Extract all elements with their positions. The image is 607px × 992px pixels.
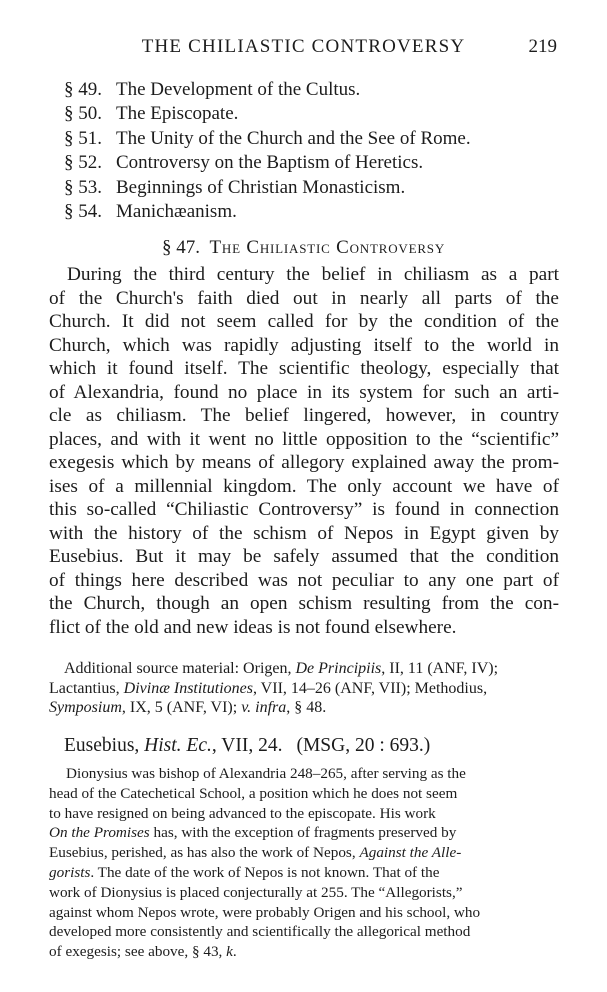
section-list-item — [64, 102, 471, 126]
work-title: gorists — [49, 863, 91, 881]
source-text: , II, 11 (ANF, IV); — [381, 660, 499, 677]
section-reference: k — [226, 943, 233, 961]
section-title: The Episcopate. — [116, 103, 239, 125]
body-line: exegesis which by means of allegory explained away the prom- — [49, 452, 559, 473]
body-line: of things here described was not peculiar to any one part of — [49, 569, 559, 591]
note-line — [49, 942, 559, 962]
work-title: De Principiis — [295, 660, 382, 677]
section-list-item — [64, 151, 471, 175]
note-line: against whom Nepos wrote, were probably Origen and his school, who — [49, 903, 481, 921]
body-line: places, and with it went no little opposition to the “scientific” — [49, 428, 559, 450]
body-line: During the third century the belief in chiliasm as a part — [67, 264, 559, 285]
reference-location: , VII, 24. — [211, 735, 283, 756]
section-title: Manichæanism. — [116, 201, 237, 223]
section-list-item — [64, 200, 471, 224]
section-heading — [0, 237, 607, 259]
source-line — [49, 698, 558, 718]
source-text: Lactantius, — [49, 679, 124, 697]
body-line: Eusebius. But it may be safely assumed that the condition — [49, 546, 559, 567]
body-line: with the history of the schism of Nepos in Egypt given by — [49, 522, 559, 544]
body-line: Church, which was rapidly adjusting itself to the world in — [49, 334, 559, 356]
section-number: § 51. — [64, 127, 102, 149]
work-title: Against the Alle- — [359, 844, 462, 862]
introductory-note — [49, 764, 559, 962]
section-title: Controversy on the Baptism of Heretics. — [116, 152, 424, 174]
body-line: which it found itself. The scientific theology, especially that — [49, 358, 559, 379]
section-number: § 52. — [64, 152, 102, 174]
body-line: ises of a millennial kingdom. The only account we have of — [49, 475, 559, 497]
reference-citation: (MSG, 20 : 693.) — [296, 735, 431, 756]
page-number: 219 — [528, 36, 557, 57]
section-number: § 49. — [64, 79, 102, 100]
body-line: Church. It did not seem called for by the condition of the — [49, 311, 559, 332]
body-line: the Church, though an open schism resulting from the con- — [49, 593, 559, 614]
source-text: , § 48. — [286, 699, 327, 717]
section-list-item — [64, 78, 471, 102]
section-heading-number: § 47. — [161, 237, 200, 258]
section-title: Beginnings of Christian Monasticism. — [116, 176, 406, 198]
note-line — [49, 863, 559, 883]
source-text: , IX, 5 (ANF, VI); — [121, 699, 242, 717]
body-paragraph — [49, 263, 559, 639]
source-material-note — [49, 659, 558, 718]
note-text: of exegesis; see above, § 43, — [49, 943, 227, 961]
note-line: head of the Catechetical School, a position which he does not seem — [49, 784, 458, 802]
section-number: § 54. — [64, 201, 102, 223]
note-line — [49, 823, 559, 843]
cross-reference: v. infra — [241, 699, 287, 717]
note-line: Dionysius was bishop of Alexandria 248–265, after serving as the — [66, 765, 466, 782]
note-line — [49, 843, 559, 863]
running-title: THE CHILIASTIC CONTROVERSY — [141, 36, 466, 57]
work-title: Divinæ Institutiones — [123, 679, 253, 697]
section-title: The Unity of the Church and the See of Rome. — [116, 127, 471, 149]
note-line: work of Dionysius is placed conjecturally at 255. The “Allegorists,” — [49, 883, 463, 901]
source-line — [49, 679, 558, 699]
source-reference-heading — [64, 735, 430, 757]
body-line: of the Church's faith died out in nearly all parts of the — [49, 287, 559, 309]
note-line: to have resigned on being advanced to the episcopate. His work — [49, 804, 436, 822]
section-title: The Development of the Cultus. — [116, 79, 361, 100]
note-text: Eusebius, perished, as has also the work of Nepos, — [49, 844, 360, 862]
reference-author: Eusebius, — [64, 735, 145, 756]
running-head — [0, 36, 607, 66]
source-text: Additional source material: Origen, — [64, 660, 296, 677]
source-text: , VII, 14–26 (ANF, VII); Methodius, — [252, 679, 488, 697]
work-title: Symposium — [49, 699, 122, 717]
note-line: developed more consistently and scientifically the allegorical method — [49, 923, 471, 941]
note-text: has, with the exception of fragments preserved by — [149, 824, 457, 842]
reference-work: Hist. Ec. — [144, 735, 212, 756]
section-number: § 50. — [64, 103, 102, 125]
note-text: . — [232, 943, 237, 961]
body-line: flict of the old and new ideas is not found elsewhere. — [49, 616, 457, 638]
section-list-item — [64, 127, 471, 151]
body-line: this so-called “Chiliastic Controversy” is found in connection — [49, 499, 559, 520]
section-heading-title: The Chiliastic Controversy — [209, 237, 446, 258]
section-number: § 53. — [64, 176, 102, 198]
section-list — [64, 78, 471, 224]
note-text: . The date of the work of Nepos is not known. That of the — [90, 863, 440, 881]
work-title: On the Promises — [49, 824, 150, 842]
section-list-item — [64, 176, 471, 200]
body-line: cle as chiliasm. The belief lingered, however, in country — [49, 405, 559, 426]
body-line: of Alexandria, found no place in its system for such an arti- — [49, 381, 559, 403]
source-line — [64, 659, 558, 679]
